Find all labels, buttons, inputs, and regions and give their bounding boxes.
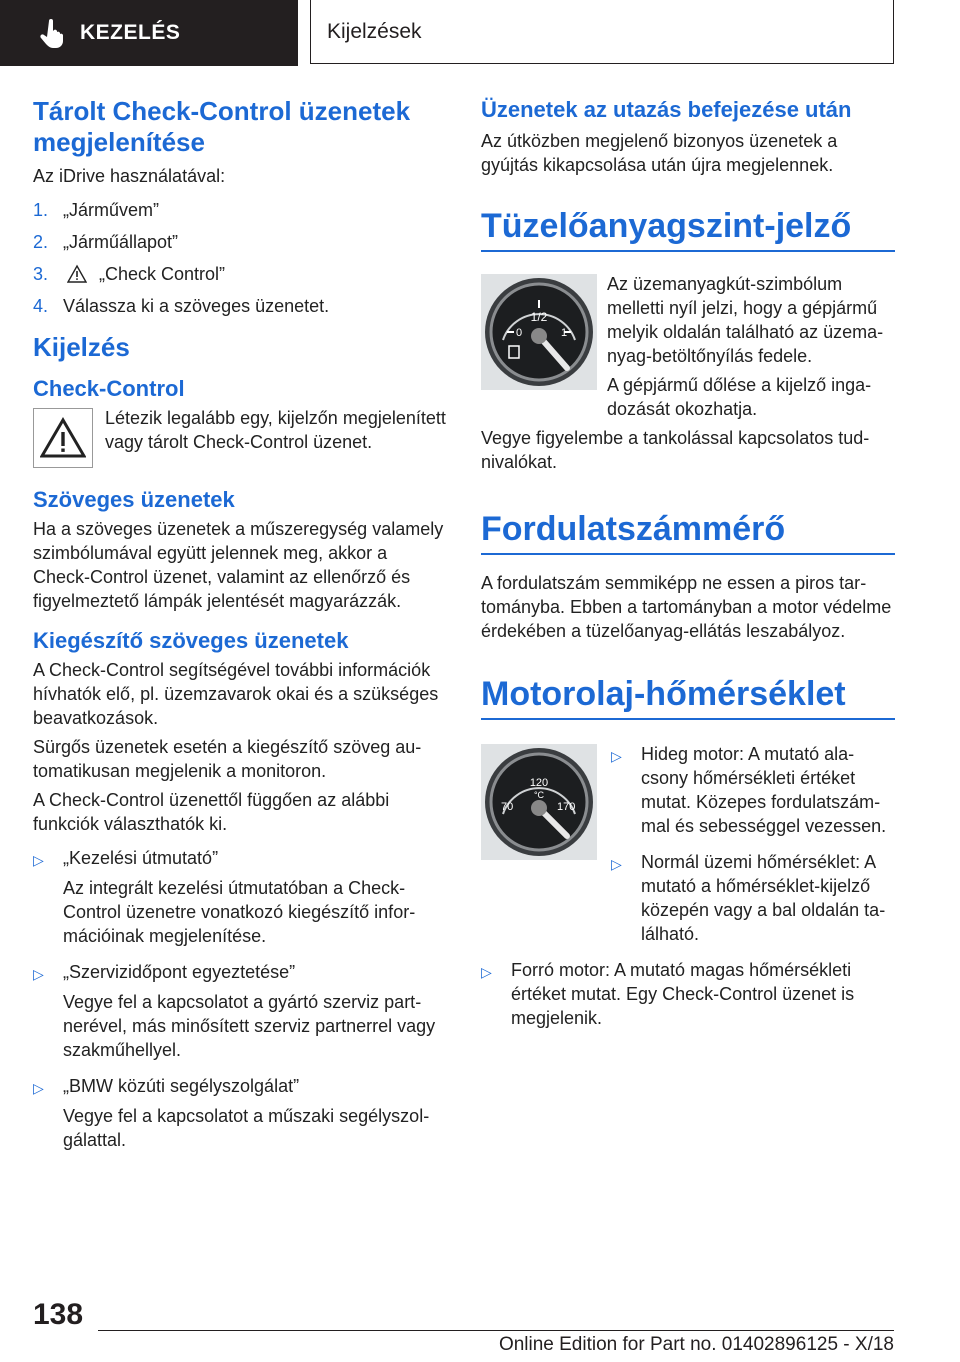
fuel-section	[481, 272, 895, 426]
step-number: 4.	[33, 296, 49, 316]
heading-oil-temperature: Motorolaj-hőmérséklet	[481, 673, 895, 720]
list-item-title: „Szervizidőpont egyeztetése”	[63, 962, 296, 982]
page-number: 138	[33, 1298, 84, 1331]
fuel-text: Vegye figyelembe a tankolással kapcsolatos tudnivalókat.	[481, 428, 870, 472]
text-messages-paragraph: Ha a szöveges üzenetek a műszeregység valamely szimbólumával együtt jelennek meg, akkor a Check-Control üzenet, valamint az ellenőrző és figyelmeztető lámpák jelentését magyarázzák.	[33, 519, 444, 611]
step-item	[33, 294, 448, 318]
step-item	[33, 198, 448, 222]
list-item	[611, 742, 895, 844]
step-number: 1.	[33, 200, 49, 220]
supplementary-paragraph: A Check-Control üzenettől függően az alábbi funkciók választhatók ki.	[33, 790, 390, 834]
heading-fuel-gauge: Tüzelőanyagszint-jelző	[481, 205, 895, 252]
oil-gauge-unit-label: °C	[533, 790, 545, 800]
step-item	[33, 230, 448, 254]
step-number: 2.	[33, 232, 49, 252]
tab-kijelzesek-label: Kijelzések	[327, 19, 422, 43]
list-item-text: Vegye fel a kapcsolatot a gyártó szerviz partnerével, más minősített szerviz partnerrel vagy szakműhellyel.	[63, 992, 436, 1060]
hand-pointer-icon	[38, 18, 68, 48]
list-item-title: „BMW közúti segélyszolgálat”	[63, 1076, 300, 1096]
list-item-text: Vegye fel a kapcsolatot a műszaki segélyszolgálattal.	[63, 1106, 430, 1150]
bullet-triangle-icon: ▷	[33, 1080, 44, 1096]
oil-temperature-gauge-image	[481, 744, 597, 860]
page-header	[0, 0, 960, 66]
bullet-triangle-icon: ▷	[33, 852, 44, 868]
step-item	[33, 262, 448, 286]
step-number: 3.	[33, 264, 49, 284]
bullet-triangle-icon: ▷	[481, 964, 492, 980]
fuel-text: Az üzemanyagkút-szimbólum melletti nyíl jelzi, hogy a gépjármű melyik oldalán található az üzemanyag-betöltőnyílás fedele.	[607, 274, 884, 366]
list-item-text: Forró motor: A mutató magas hőmérsékleti értéket mutat. Egy Check-Control üzenet is megjelenik.	[511, 960, 855, 1028]
bullet-triangle-icon: ▷	[611, 748, 622, 764]
list-item	[481, 958, 895, 1036]
heading-check-control: Check-Control	[33, 376, 185, 401]
step-text: „Check Control”	[99, 264, 226, 284]
warning-symbol-box	[33, 408, 93, 468]
right-column	[481, 96, 895, 1042]
heading-supplementary-messages: Kiegészítő szöveges üzenetek	[33, 628, 349, 653]
list-item	[611, 850, 895, 952]
list-item	[33, 846, 448, 954]
fuel-gauge-zero-label: 0	[516, 327, 523, 339]
supplementary-paragraph: Sürgős üzenetek esetén a kiegészítő szöveg automatikusan megjelenik a monitoron.	[33, 737, 422, 781]
after-trip-text: Az útközben megjelenő bizonyos üzenetek a gyújtás kikapcsolása után újra megjelennek.	[481, 131, 838, 175]
tab-kezeles[interactable]	[0, 0, 298, 66]
fuel-gauge-image	[481, 274, 597, 390]
supplementary-paragraph: A Check-Control segítségével további információk hívhatók elő, pl. üzemzavarok okai és a szükséges beavatkozások.	[33, 660, 439, 728]
list-item	[33, 1074, 448, 1158]
warning-triangle-icon	[40, 417, 86, 459]
left-column	[33, 96, 448, 1164]
fuel-gauge-half-label: 1/2	[530, 310, 548, 324]
list-item-title: „Kezelési útmutató”	[63, 848, 219, 868]
heading-tachometer: Fordulatszámmérő	[481, 508, 895, 555]
bullet-triangle-icon: ▷	[33, 966, 44, 982]
list-item	[33, 960, 448, 1068]
heading-after-trip-messages: Üzenetek az utazás befejezése után	[481, 97, 852, 122]
list-item-text: Hideg motor: A mutató alacsony hőmérsékleti értéket mutat. Közepes fordulatszámmal és sebességgel vezessen.	[641, 744, 887, 836]
tachometer-text: A fordulatszám semmiképp ne essen a piros tartományba. Ebben a tartományban a motor védelme érdekében a tüzelőanyag-ellátás leszabályoz.	[481, 573, 892, 641]
footer-edition: Online Edition for Part no. 01402896125 - X/18	[498, 1334, 894, 1355]
list-item-text: Az integrált kezelési útmutatóban a Check-Control üzenetre vonatkozó kiegészítő információinak megjelenítése.	[63, 878, 416, 946]
step-text: Válassza ki a szöveges üzenetet.	[63, 296, 330, 316]
check-control-block	[33, 406, 448, 472]
list-item-text: Normál üzemi hőmérséklet: A mutató a hőmérséklet-kijelző közepén vagy a bal oldalán található.	[641, 852, 886, 944]
oil-gauge-high-label: 170	[557, 801, 576, 813]
step-text: „Járművem”	[63, 200, 160, 220]
intro-text: Az iDrive használatával:	[33, 166, 226, 186]
warning-triangle-icon	[67, 264, 87, 284]
step-text: „Járműállapot”	[63, 232, 179, 252]
footer-divider	[98, 1330, 894, 1331]
tab-kijelzesek[interactable]	[310, 0, 894, 64]
fuel-text: A gépjármű dőlése a kijelző ingadozását okozhatja.	[607, 375, 872, 419]
check-control-text: Létezik legalább egy, kijelzőn megjelenített vagy tárolt Check-Control üzenet.	[105, 408, 446, 452]
oil-gauge-low-label: 70	[501, 801, 514, 813]
oil-section	[481, 742, 895, 958]
tab-kezeles-label: KEZELÉS	[80, 21, 181, 44]
heading-text-messages: Szöveges üzenetek	[33, 487, 235, 512]
oil-gauge-mid-label: 120	[529, 777, 549, 789]
bullet-triangle-icon: ▷	[611, 856, 622, 872]
heading-stored-messages: Tárolt Check-Control üzenetek megjelenítése	[33, 96, 411, 157]
heading-kijelzes: Kijelzés	[33, 332, 130, 362]
fuel-gauge-one-label: 1	[561, 327, 568, 339]
